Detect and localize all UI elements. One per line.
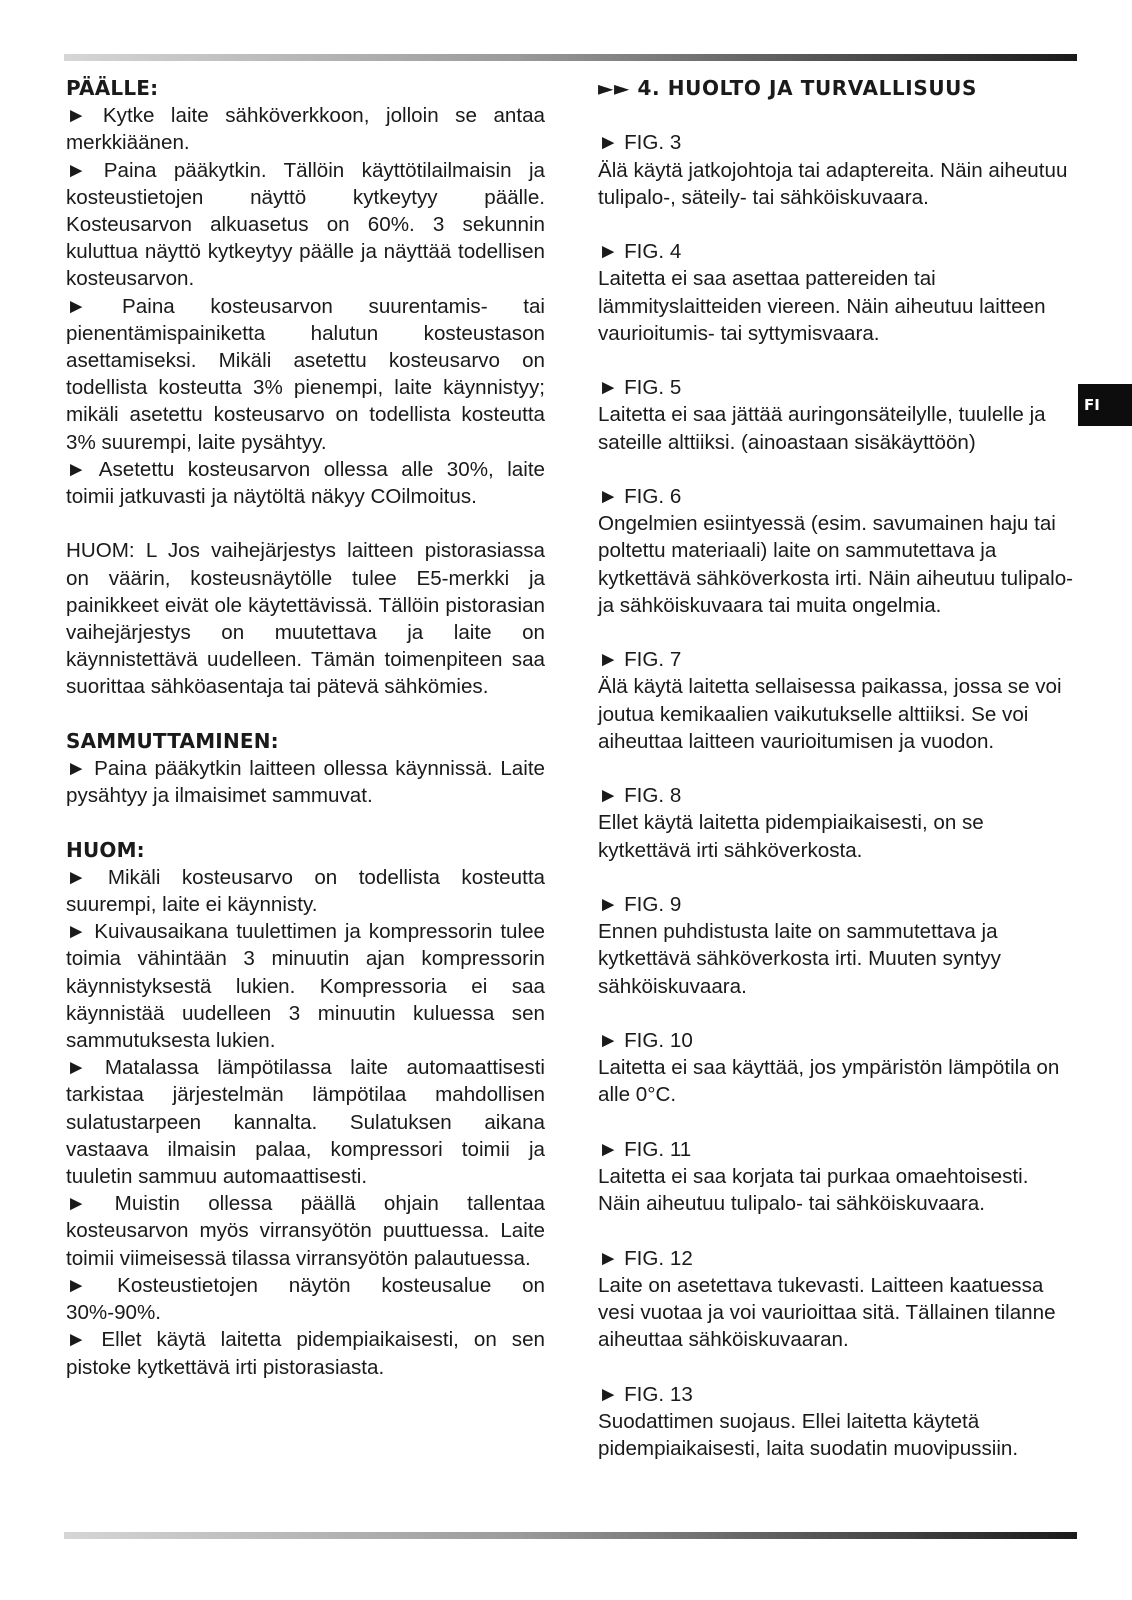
left-column [66, 75, 545, 1381]
language-tab: FI [1078, 384, 1132, 426]
paalle-item: ► Paina pääkytkin. Tällöin käyttötilailmaisin ja kosteustietojen näyttö kytkeytyy päälle. Kosteusarvon alkuasetus on 60%. 3 sekunnin kuluttua näyttö kytkeytyy päälle ja näyttää todellisen kosteusarvon. [66, 158, 545, 291]
fig-label: ► FIG. 11 [598, 1137, 692, 1161]
fig-9-block [598, 891, 1076, 1000]
section-heading: ►► 4. HUOLTO JA TURVALLISUUS [598, 76, 978, 100]
fig-text: Älä käytä laitetta sellaisessa paikassa, jossa se voi joutua kemikaalien vaikutukselle alttiiksi. Se voi aiheuttaa laitteen vaurioitumisen ja vuodon. [598, 675, 1062, 753]
huom-item: ► Muistin ollessa päällä ohjain tallentaa kosteusarvon myös virransyötön puuttuessa. Laite toimii viimeisessä tilassa virransyötön palautuessa. [66, 1192, 545, 1270]
huom-e5-note: HUOM: L Jos vaihejärjestys laitteen pistorasiassa on väärin, kosteusnäytölle tulee E5-merkki ja painikkeet eivät ole käytettävissä. Tällöin pistorasian vaihejärjestys on muutettava ja laite on käynnistettävä uudelleen. Tämän toimenpiteen saa suorittaa sähköasentaja tai pätevä sähkömies. [66, 539, 545, 699]
fig-label: ► FIG. 7 [598, 648, 682, 672]
fig-text: Ongelmien esiintyessä (esim. savumainen haju tai poltettu materiaali) laite on sammutettava ja kytkettävä sähköverkosta irti. Näin aiheutuu tulipalo- ja sähköiskuvaara tai muita ongelmia. [598, 512, 1074, 617]
fig-7-block [598, 646, 1076, 755]
fig-label: ► FIG. 13 [598, 1382, 693, 1406]
fig-6-block [598, 483, 1076, 619]
fig-text: Laitetta ei saa korjata tai purkaa omaehtoisesti. Näin aiheutuu tulipalo- tai sähköiskuvaara. [598, 1164, 1029, 1216]
paalle-item: ► Paina kosteusarvon suurentamis- tai pienentämispainiketta halutun kosteustason asettamiseksi. Mikäli asetettu kosteusarvo on todellista kosteutta 3% pienempi, laite käynnistyy; mikäli asetettu kosteusarvo on todellista kosteutta 3% suurempi, laite pysähtyy. [66, 294, 545, 454]
paalle-item: ► Kytke laite sähköverkkoon, jolloin se antaa merkkiäänen. [66, 104, 545, 155]
fig-label: ► FIG. 3 [598, 131, 682, 155]
fig-text: Suodattimen suojaus. Ellei laitetta käytetä pidempiaikaisesti, laita suodatin muovipussiin. [598, 1409, 1019, 1460]
fig-text: Laitetta ei saa käyttää, jos ympäristön lämpötila on alle 0°C. [598, 1056, 1060, 1107]
fig-11-block [598, 1136, 1076, 1218]
heading-paalle: PÄÄLLE: [66, 76, 159, 100]
fig-text: Ellet käytä laitetta pidempiaikaisesti, on se kytkettävä irti sähköverkosta. [598, 811, 984, 862]
fig-8-block [598, 782, 1076, 864]
fig-label: ► FIG. 6 [598, 484, 682, 508]
sammuttaminen-item: ► Paina pääkytkin laitteen ollessa käynnissä. Laite pysähtyy ja ilmaisimet sammuvat. [66, 757, 545, 808]
fig-4-block [598, 238, 1076, 347]
huom-item: ► Ellet käytä laitetta pidempiaikaisesti, on sen pistoke kytkettävä irti pistorasiasta. [66, 1328, 545, 1379]
heading-huom: HUOM: [66, 837, 145, 862]
fig-label: ► FIG. 4 [598, 240, 682, 264]
huom-item: ► Kosteustietojen näytön kosteusalue on 30%-90%. [66, 1273, 545, 1325]
right-column [598, 75, 1076, 1462]
fig-text: Älä käytä jatkojohtoja tai adaptereita. Näin aiheutuu tulipalo-, säteily- tai sähköiskuvaara. [598, 158, 1068, 209]
paalle-item: ► Asetettu kosteusarvon ollessa alle 30%, laite toimii jatkuvasti ja näytöltä näkyy COilmoitus. [66, 457, 545, 509]
huom-item: ► Kuivausaikana tuulettimen ja kompressorin tulee toimia vähintään 3 minuutin ajan kompressorin käynnistyksestä lukien. Kompressoria ei saa käynnistää uudelleen 3 minuutin kuluessa sen sammutuksesta lukien. [66, 920, 545, 1053]
fig-text: Laitetta ei saa jättää auringonsäteilylle, tuulelle ja sateille alttiiksi. (ainoastaan sisäkäyttöön) [598, 403, 1046, 454]
fig-12-block [598, 1245, 1076, 1354]
heading-sammuttaminen: SAMMUTTAMINEN: [66, 728, 279, 753]
fig-text: Laitetta ei saa asettaa pattereiden tai lämmityslaitteiden viereen. Näin aiheutuu laitteen vaurioitumis- tai syttymisvaara. [598, 267, 1046, 345]
fig-13-block [598, 1381, 1076, 1463]
fig-label: ► FIG. 9 [598, 892, 682, 916]
fig-text: Laite on asetettava tukevasti. Laitteen kaatuessa vesi vuotaa ja voi vaurioittaa sitä. Tällainen tilanne aiheuttaa sähköiskuvaaran. [598, 1273, 1056, 1352]
fig-3-block [598, 129, 1076, 211]
fig-label: ► FIG. 5 [598, 376, 682, 400]
fig-label: ► FIG. 8 [598, 784, 682, 808]
fig-label: ► FIG. 12 [598, 1246, 693, 1270]
top-rule [64, 54, 1077, 61]
bottom-rule [64, 1532, 1077, 1539]
fig-10-block [598, 1027, 1076, 1109]
fig-5-block [598, 374, 1076, 456]
fig-label: ► FIG. 10 [598, 1028, 693, 1052]
huom-item: ► Mikäli kosteusarvo on todellista kosteutta suurempi, laite ei käynnisty. [66, 865, 545, 917]
huom-item: ► Matalassa lämpötilassa laite automaattisesti tarkistaa järjestelmän lämpötilaa mahdollisen sulatustarpeen kannalta. Sulatuksen aikana vastaava ilmaisin palaa, kompressori toimii ja tuuletin sammuu automaattisesti. [66, 1056, 545, 1189]
fig-text: Ennen puhdistusta laite on sammutettava ja kytkettävä sähköverkosta irti. Muuten syntyy sähköiskuvaara. [598, 920, 1001, 998]
